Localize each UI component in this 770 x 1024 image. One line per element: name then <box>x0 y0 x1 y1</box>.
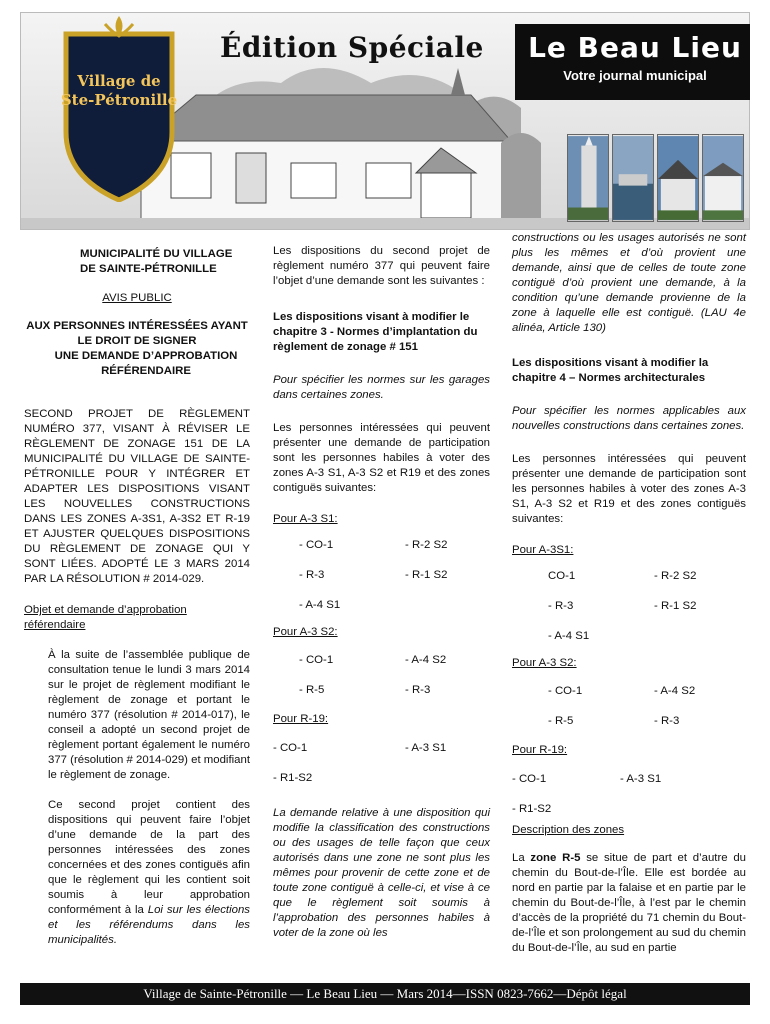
zone-item: - R-3 <box>654 715 680 727</box>
wharf-photo <box>612 134 654 222</box>
zone-item: - A-3 S1 <box>405 742 447 754</box>
footer-bar: Village de Sainte-Pétronille — Le Beau Lieu — Mars 2014—ISSN 0823-7662—Dépôt légal <box>20 983 750 1005</box>
zone-item: CO-1 <box>548 570 576 582</box>
a3s2-label: Pour A-3 S2: <box>273 626 338 638</box>
column-1 <box>24 235 250 948</box>
zone-item: - CO-1 <box>273 742 308 754</box>
church-photo <box>567 134 609 222</box>
zone-item: - R1-S2 <box>273 772 313 784</box>
a3s2-zone-list <box>273 653 490 698</box>
zone-item: - CO-1 <box>512 773 547 785</box>
masthead <box>20 12 750 230</box>
zone-item: - R-5 <box>299 684 325 696</box>
zone-item: - R-2 S2 <box>405 539 448 551</box>
object-subheading: Objet et demande d’approbation référendaire <box>24 604 187 631</box>
house-photo <box>657 134 699 222</box>
zone-item: - A-4 S2 <box>405 654 447 666</box>
demand-paragraph: La demande relative à une disposition qui modifie la classification des constructions ou des usages de telle façon que ceux autorisés dans une zone ne sont plus les mêmes pour provenir de cette zone et de toute zone contiguë à celle-ci, et vise à ce que le règlement soit soumis à l’approbation des personnes habiles à voter de la zone où les <box>273 807 490 939</box>
chapter3-persons: Les personnes intéressées qui peuvent présenter une demande de participation sont les personnes habiles à voter des zones A-3 S1, A-3 S2 et R19 et des zones contiguës suivantes: <box>273 422 490 494</box>
column-3 <box>512 232 746 956</box>
a3s1-label: Pour A-3S1: <box>512 544 574 556</box>
municipality-heading: MUNICIPALITÉ DU VILLAGE DE SAINTE-PÉTRONILLE <box>80 248 233 275</box>
provisions-intro: Les dispositions du second projet de règlement numéro 377 qui peuvent faire l’objet d’une demande sont les suivantes : <box>273 245 490 287</box>
zone-item: - R-5 <box>548 715 574 727</box>
brand-subtitle: Votre journal municipal <box>563 68 707 83</box>
continued-paragraph: constructions ou les usages autorisés ne sont plus les mêmes et d’où provient une demande, ainsi que de celles de toute zone contiguë d’où provient une demande, à la condition qu’une demande provienne de la zone à laquelle elle est contiguë. (LAU 4e alinéa, Article 130) <box>512 232 746 334</box>
zone-item: - CO-1 <box>299 539 334 551</box>
paragraph-consultation: À la suite de l’assemblée publique de consultation tenue le lundi 3 mars 2014 sur le projet de règlement modifiant le règlement de zonage et portant le numéro 377 (résolution # 2014-017), le conseil a adopté un second projet de règlement portant également le numéro 377 (résolution # 2014-029) et modifiant le règlement de zonage. <box>48 649 250 781</box>
a3s1-label: Pour A-3 S1: <box>273 513 338 525</box>
photo-strip <box>567 134 744 222</box>
zone-item: - A-3 S1 <box>620 773 662 785</box>
a3s2-zone-list <box>512 684 746 729</box>
zone-item: - R-3 <box>405 684 431 696</box>
zone-r5-description: La zone R-5 se situe de part et d’autre du chemin du Bout-de-l’Île. Elle est bordée au nord en partie par la falaise et en partie par le chemin du Bout-de-l’Île, à l’est par le chemin d’accès de la propriété du 71 chemin du Bout-de-l’Île et son prolongement au sud du chemin du Bout-de-l’Île, au sud en partie <box>512 852 746 954</box>
approval-heading: UNE DEMANDE D’APPROBATION RÉFÉRENDAIRE <box>54 350 238 377</box>
zone-item: - A-4 S1 <box>548 630 590 642</box>
chapter4-heading: Les dispositions visant à modifier la chapitre 4 – Normes architecturales <box>512 357 709 384</box>
zone-item: - R-1 S2 <box>405 569 448 581</box>
bylaw-title: SECOND PROJET DE RÈGLEMENT NUMÉRO 377, VISANT À RÉVISER LE RÈGLEMENT DE ZONAGE 151 DE LA MUNICIPALITÉ DU VILLAGE DE SAINTE-PÉTRONILLE POUR Y INTÉGRER ET ADAPTER LES DISPOSITIONS VISANT LES NOUVELLES CONSTRUCTIONS DANS LES ZONES A-3S1, A-3S2 ET R-19 ET AJUSTER QUELQUES DISPOSITIONS DU RÈGLEMENT DE ZONAGE QUI Y SONT LIÉES. ADOPTÉ LE 3 MARS 2014 PAR LA RÉSOLUTION # 2014-029. <box>24 408 250 585</box>
zone-item: - R1-S2 <box>512 803 552 815</box>
brand-title: Le Beau Lieu <box>528 31 742 64</box>
a3s1-zone-list <box>512 569 746 644</box>
r19-label: Pour R-19: <box>512 744 568 756</box>
audience-heading: AUX PERSONNES INTÉRESSÉES AYANT LE DROIT DE SIGNER <box>26 320 248 347</box>
r19-label: Pour R-19: <box>273 713 329 725</box>
chapter4-persons: Les personnes intéressées qui peuvent présenter une demande de participation sont les personnes habiles à voter des zones A-3 S1, A-3 S2 et R19 et des zones contiguës suivantes: <box>512 453 746 525</box>
zone-item: - A-4 S2 <box>654 685 696 697</box>
a3s1-zone-list <box>273 538 490 613</box>
zones-description-heading: Description des zones <box>512 824 625 836</box>
zone-item: - R-3 <box>548 600 574 612</box>
r19-zone-list <box>273 741 490 786</box>
chapter4-purpose: Pour spécifier les normes applicables aux nouvelles constructions dans certaines zones. <box>512 405 746 432</box>
zone-item: - R-3 <box>299 569 325 581</box>
crest-label: Village de Ste-Pétronille <box>60 72 178 109</box>
column-2 <box>273 235 490 941</box>
zone-item: - A-4 S1 <box>299 599 341 611</box>
public-notice-title: AVIS PUBLIC <box>102 292 172 304</box>
paragraph-second-project: Ce second projet contient des dispositions qui peuvent faire l’objet d’une demande de la part des personnes intéressées des zones concernées et des zones contiguës afin que le règlement qui les contient soit soumis à leur approbation conformément à la Loi sur les élections et les référendums dans les municipalités. <box>48 799 250 946</box>
a3s2-label: Pour A-3 S2: <box>512 657 577 669</box>
manor-photo <box>702 134 744 222</box>
chapter3-purpose: Pour spécifier les normes sur les garages dans certaines zones. <box>273 374 490 401</box>
chapter3-heading: Les dispositions visant à modifier le chapitre 3 - Normes d’implantation du règlement de zonage # 151 <box>273 311 478 353</box>
zone-item: - R-1 S2 <box>654 600 697 612</box>
zone-item: - CO-1 <box>548 685 583 697</box>
r19-zone-list <box>512 772 746 817</box>
edition-title: Édition Spéciale <box>220 31 484 64</box>
zone-item: - CO-1 <box>299 654 334 666</box>
zone-item: - R-2 S2 <box>654 570 697 582</box>
